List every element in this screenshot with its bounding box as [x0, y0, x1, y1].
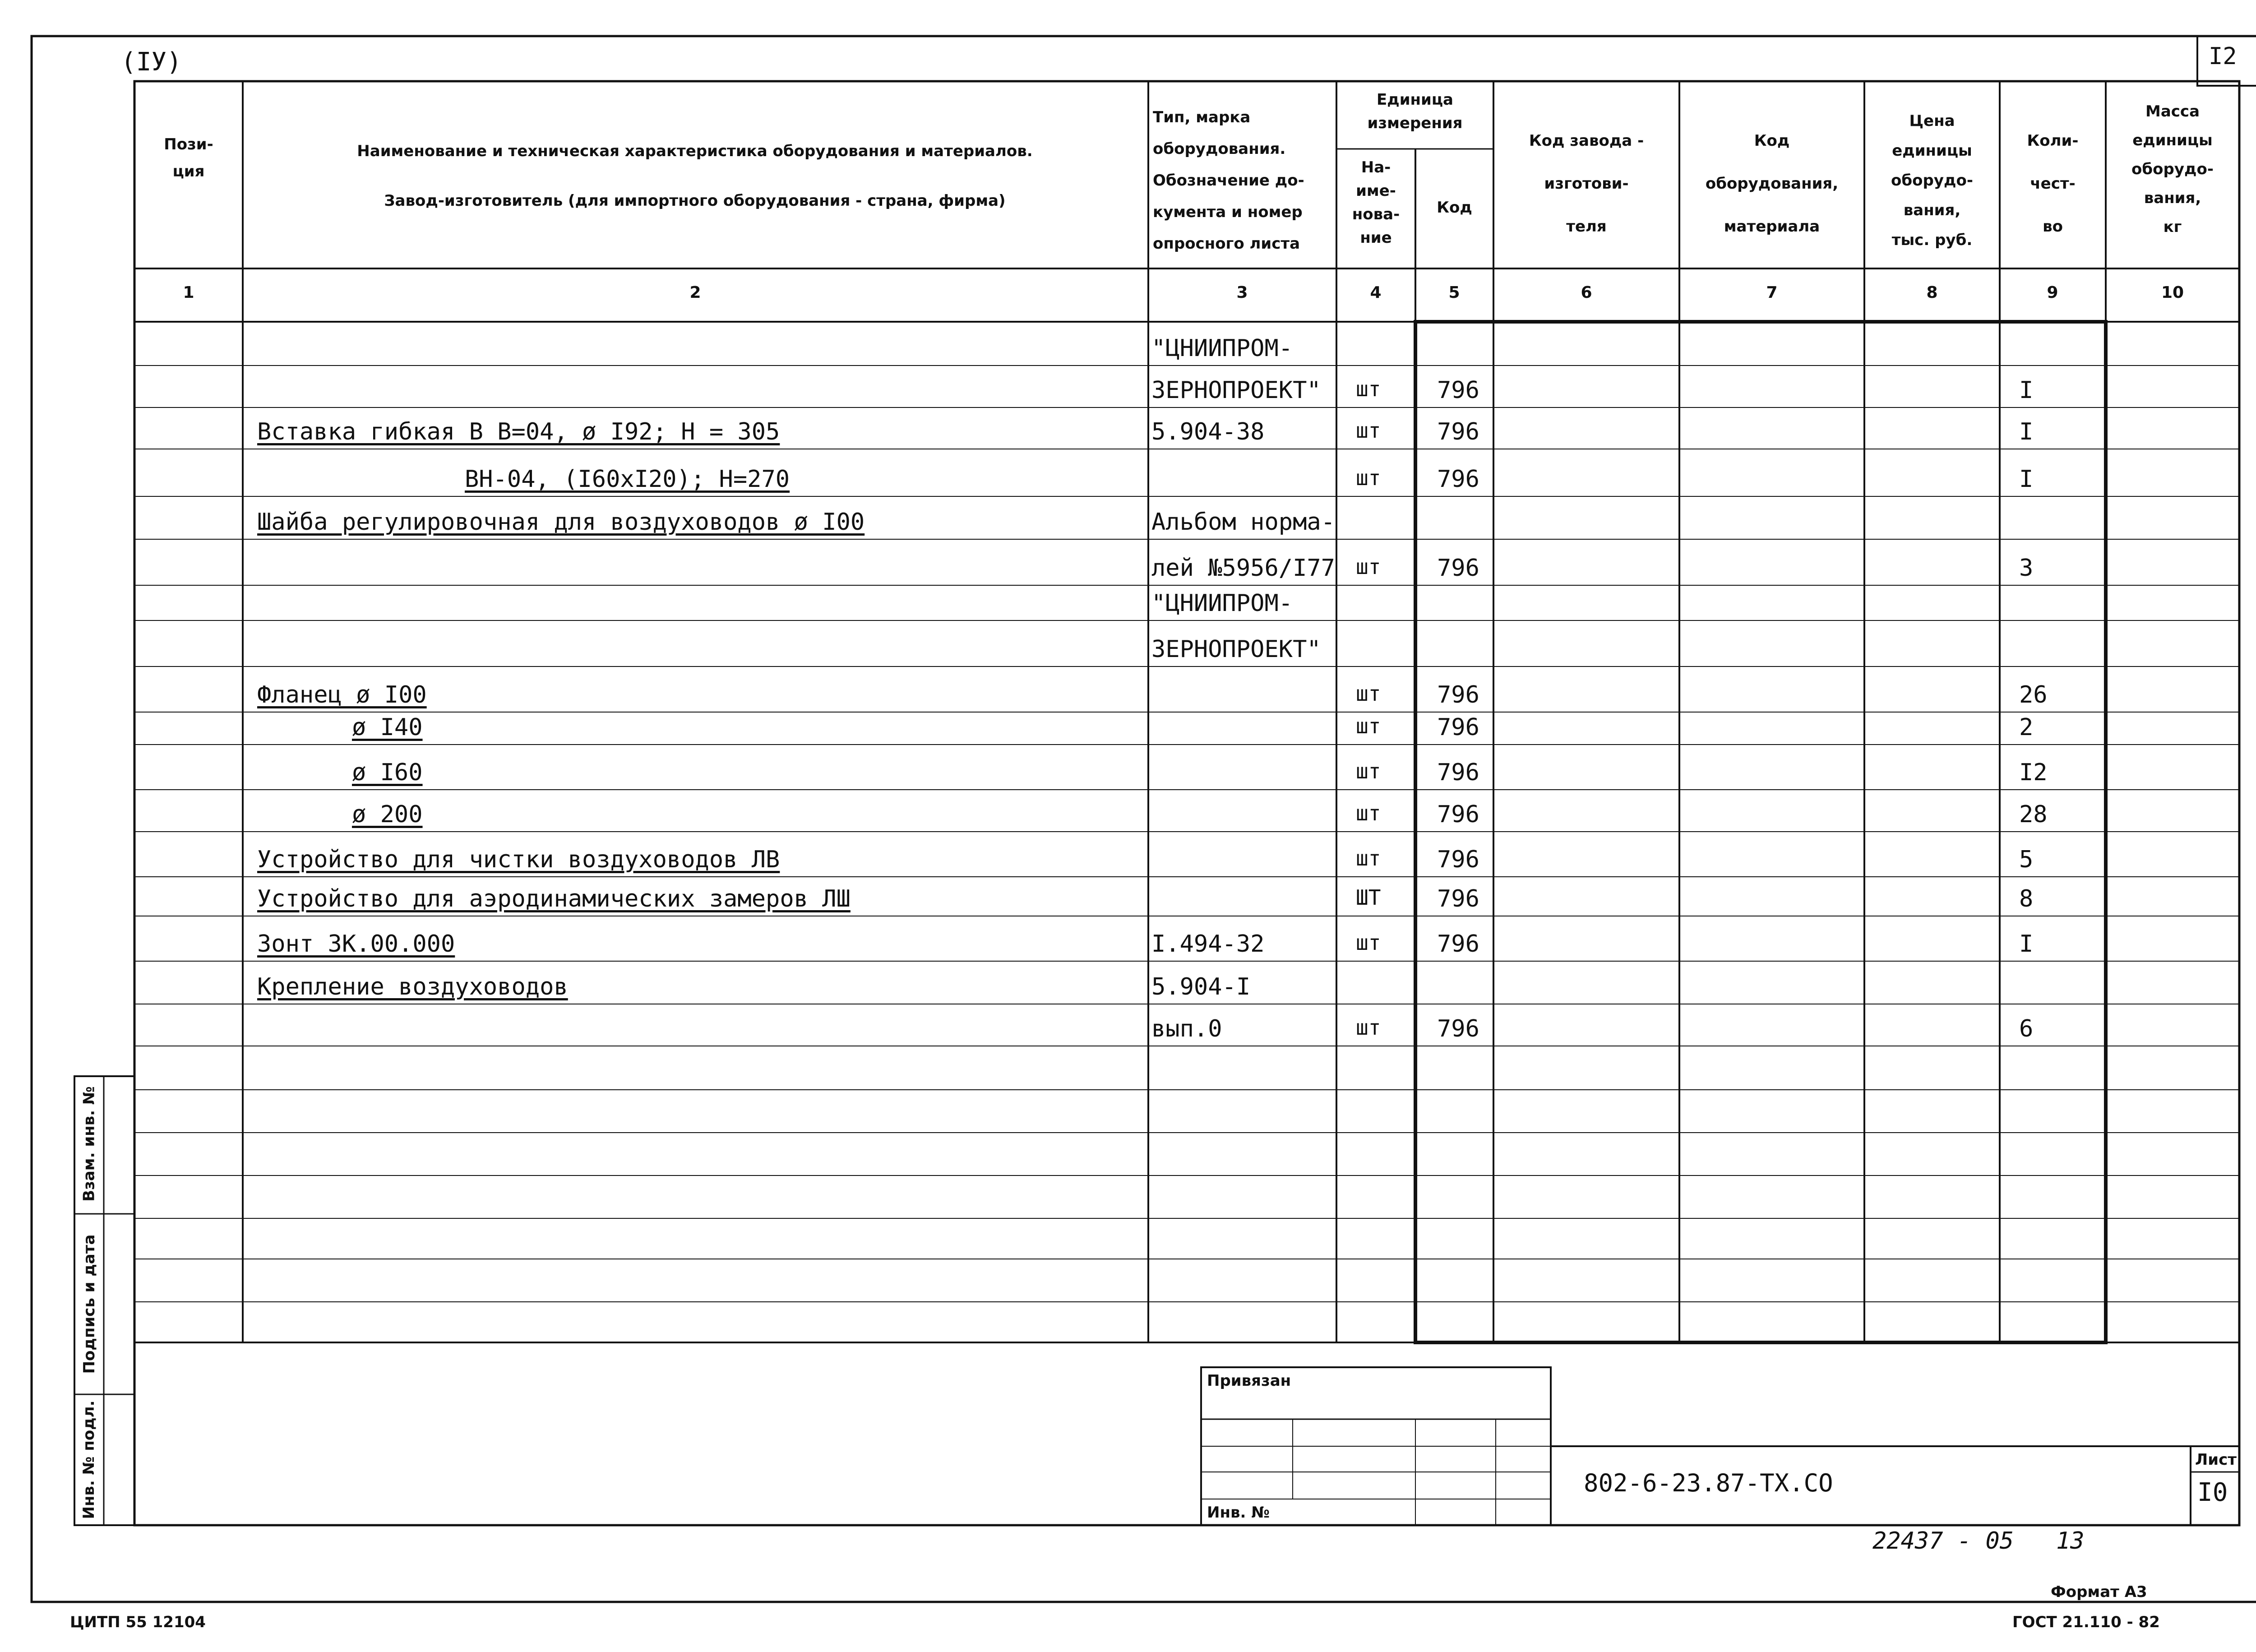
row-unit-code: 796 — [1437, 377, 1479, 404]
side-label-vzam: Взам. инв. № — [80, 1086, 98, 1202]
row-name: ø I60 — [352, 759, 423, 786]
row-quantity: 5 — [2019, 846, 2034, 873]
row-document: I.494-32 — [1151, 930, 1265, 958]
column-number: 6 — [1581, 283, 1592, 302]
header-unit-name: На- име- нова- ние — [1352, 158, 1400, 247]
row-unit: шт — [1356, 714, 1381, 738]
row-unit-code: 796 — [1437, 466, 1479, 493]
row-document: вып.0 — [1151, 1015, 1222, 1042]
row-unit: шт — [1356, 418, 1381, 443]
row-unit-code: 796 — [1437, 1015, 1479, 1042]
row-document: "ЦНИИПРОМ- — [1151, 335, 1293, 362]
row-quantity: 3 — [2019, 555, 2034, 582]
row-unit-code: 796 — [1437, 846, 1479, 873]
side-label-inv: Инв. № подл. — [80, 1400, 98, 1519]
row-name: Вставка гибкая В В=04, ø I92; Н = 305 — [257, 418, 780, 445]
row-unit-code: 796 — [1437, 885, 1479, 912]
row-name: Фланец ø I00 — [257, 681, 427, 708]
row-document: ЗЕРНОПРОЕКТ" — [1151, 636, 1321, 663]
footer-format: Формат А3 — [2051, 1583, 2147, 1601]
sheet-label: Лист — [2195, 1451, 2237, 1469]
header-name: Наименование и техническая характеристика оборудования и материалов. Завод-изготовитель (для импортного оборудования - страна, фирма) — [357, 142, 1033, 210]
row-unit: шт — [1356, 759, 1381, 783]
handwritten-number: 22437 - 05 13 — [1872, 1527, 2085, 1555]
row-quantity: I — [2019, 418, 2034, 445]
row-unit-code: 796 — [1437, 714, 1479, 741]
row-unit: шт — [1356, 555, 1381, 579]
column-number: 9 — [2047, 283, 2058, 302]
row-unit-code: 796 — [1437, 930, 1479, 958]
row-unit: ШТ — [1356, 885, 1381, 910]
row-unit: шт — [1356, 1015, 1381, 1040]
row-document: Альбом норма- — [1151, 509, 1335, 536]
header-plant-code: Код завода - изготови- теля — [1529, 132, 1644, 236]
document-code: 802-6-23.87-ТХ.СО — [1584, 1469, 1833, 1497]
header-price: Цена единицы оборудо- вания, тыс. руб. — [1891, 112, 1973, 249]
row-name: ø I40 — [352, 714, 423, 741]
header-quantity: Коли- чест- во — [2027, 132, 2079, 236]
row-name: ВН-04, (I60хI20); Н=270 — [465, 466, 790, 493]
row-unit-code: 796 — [1437, 418, 1479, 445]
row-quantity: 26 — [2019, 681, 2048, 708]
row-unit-code: 796 — [1437, 555, 1479, 582]
column-number: 1 — [183, 283, 194, 302]
row-name: Шайба регулировочная для воздуховодов ø I00 — [257, 509, 865, 536]
row-document: ЗЕРНОПРОЕКТ" — [1151, 377, 1321, 404]
row-quantity: I2 — [2019, 759, 2048, 786]
row-name: Устройство для аэродинамических замеров ЛШ — [257, 885, 851, 912]
row-document: "ЦНИИПРОМ- — [1151, 590, 1293, 617]
column-number: 5 — [1448, 283, 1460, 302]
header-equipment-code: Код оборудования, материала — [1705, 132, 1839, 236]
row-unit: шт — [1356, 846, 1381, 870]
row-quantity: 8 — [2019, 885, 2034, 912]
row-unit-code: 796 — [1437, 759, 1479, 786]
column-number: 4 — [1370, 283, 1382, 302]
row-quantity: I — [2019, 377, 2034, 404]
stamp-privyazan: Привязан — [1207, 1372, 1291, 1390]
row-unit-code: 796 — [1437, 801, 1479, 828]
column-number: 3 — [1236, 283, 1248, 302]
column-number: 10 — [2161, 283, 2184, 302]
row-quantity: 28 — [2019, 801, 2048, 828]
row-name: ø 200 — [352, 801, 423, 828]
stamp-inv-no: Инв. № — [1207, 1504, 1270, 1522]
row-quantity: 2 — [2019, 714, 2034, 741]
row-unit: шт — [1356, 377, 1381, 401]
footer-gost: ГОСТ 21.110 - 82 — [2012, 1613, 2160, 1631]
row-quantity: 6 — [2019, 1015, 2034, 1042]
row-unit: шт — [1356, 681, 1381, 706]
row-unit: шт — [1356, 466, 1381, 490]
row-name: Крепление воздуховодов — [257, 973, 568, 1000]
row-unit-code: 796 — [1437, 681, 1479, 708]
header-mass: Масса единицы оборудо- вания, кг — [2131, 102, 2214, 236]
column-number: 2 — [689, 283, 701, 302]
column-number: 8 — [1926, 283, 1938, 302]
header-position: Пози- ция — [164, 135, 213, 180]
row-document: 5.904-38 — [1151, 418, 1265, 445]
row-name: Зонт ЗК.00.000 — [257, 930, 455, 958]
header-unit-code: Код — [1437, 199, 1472, 217]
header-type: Тип, марка оборудования. Обозначение до- кумента и номер опросного листа — [1153, 108, 1304, 253]
row-unit: шт — [1356, 801, 1381, 825]
row-name: Устройство для чистки воздуховодов ЛВ — [257, 846, 780, 873]
row-document: 5.904-I — [1151, 973, 1251, 1000]
column-number: 7 — [1766, 283, 1778, 302]
group-label: (IУ) — [121, 47, 182, 77]
sheet-number: I0 — [2197, 1478, 2228, 1507]
row-document: лей №5956/I77 — [1151, 555, 1335, 582]
header-unit: Единица измерения — [1367, 91, 1463, 132]
side-label-podpis: Подпись и дата — [80, 1234, 98, 1374]
corner-number: I2 — [2209, 43, 2237, 70]
row-quantity: I — [2019, 466, 2034, 493]
row-quantity: I — [2019, 930, 2034, 958]
footer-left: ЦИТП 55 12104 — [70, 1613, 206, 1631]
row-unit: шт — [1356, 930, 1381, 955]
